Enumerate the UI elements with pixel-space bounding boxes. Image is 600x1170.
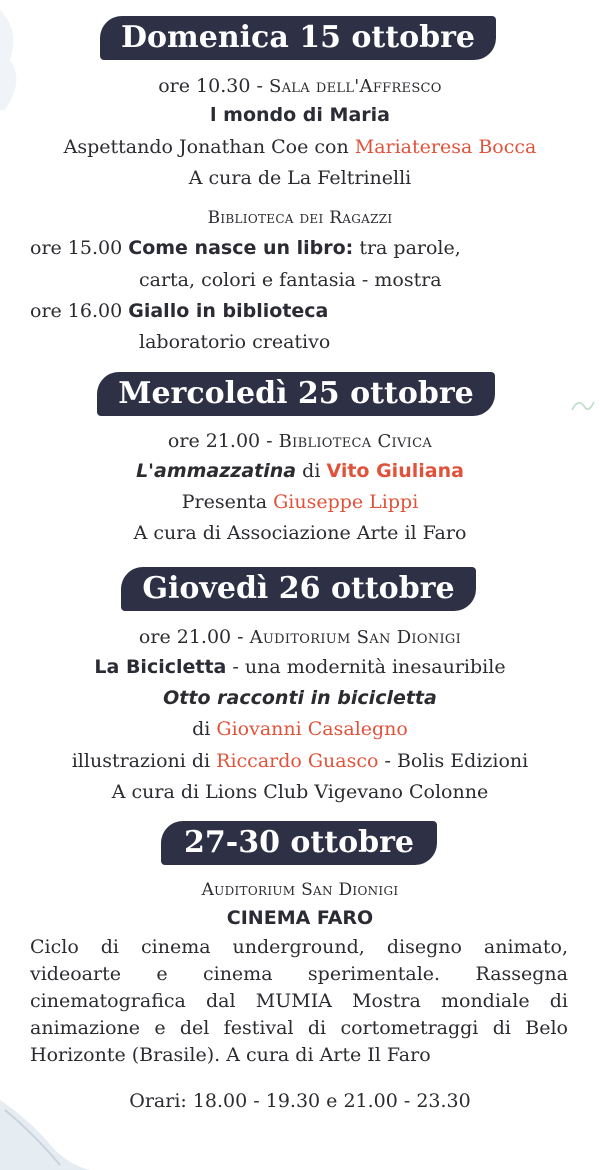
event-guest-line: Aspettando Jonathan Coe con Mariateresa Bocca xyxy=(63,136,537,158)
date-banner-cinema: 27-30 ottobre xyxy=(161,821,437,865)
event-description: laboratorio creativo xyxy=(139,331,331,353)
event-venue: Biblioteca Civica xyxy=(278,431,433,452)
event-venue: Auditorium San Dionigi xyxy=(249,627,462,648)
event-curator: A cura de La Feltrinelli xyxy=(188,167,412,189)
event-time: ore 10.30 xyxy=(158,75,251,97)
event-time-place: ore 21.00 - Biblioteca Civica xyxy=(167,430,433,452)
event-line xyxy=(30,299,328,323)
date-banner-giovedi: Giovedì 26 ottobre xyxy=(121,567,476,611)
event-title: l mondo di Maria xyxy=(210,104,390,126)
event-title: La Bicicletta - una modernità inesauribile xyxy=(94,656,506,678)
event-curator: A cura di Associazione Arte il Faro xyxy=(133,522,467,544)
event-venue: Auditorium San Dionigi xyxy=(201,880,399,900)
event-time: ore 16.00 xyxy=(30,300,123,322)
event-time: ore 21.00 xyxy=(167,430,261,452)
guest-name: Mariateresa Bocca xyxy=(354,136,537,158)
illustrator-name: Riccardo Guasco xyxy=(216,750,379,772)
watercolor-splash-top-left xyxy=(0,0,60,120)
event-title-main: La Bicicletta xyxy=(94,656,227,678)
event-hours: Orari: 18.00 - 19.30 e 21.00 - 23.30 xyxy=(129,1090,471,1112)
event-venue: Sala dell'Affresco xyxy=(268,76,442,97)
book-title: L'ammazzatina xyxy=(136,460,297,482)
event-description: carta, colori e fantasia - mostra xyxy=(139,269,442,291)
event-title: Giallo in biblioteca xyxy=(128,300,329,322)
venue-heading: Biblioteca dei Ragazzi xyxy=(207,208,393,228)
event-line: ore 15.00 Come nasce un libro: tra parole, xyxy=(30,237,461,259)
event-author: di Giovanni Casalegno xyxy=(192,718,408,740)
event-book: L'ammazzatina di Vito Giuliana xyxy=(136,460,464,482)
event-time: ore 15.00 xyxy=(30,237,123,259)
event-title: CINEMA FARO xyxy=(226,907,374,929)
event-time: ore 21.00 xyxy=(138,626,232,648)
presenter-name: Giuseppe Lippi xyxy=(273,491,419,513)
event-description: Ciclo di cinema underground, disegno animato, videoarte e cinema sperimentale. Rassegna cinematografica dal MUMIA Mostra mondiale di animazione e del festival di cortometraggi di Belo Horizonte (Brasile). A cura di Arte Il Faro xyxy=(30,936,568,1066)
event-curator: A cura di Lions Club Vigevano Colonne xyxy=(111,781,489,803)
sketch-mark-right xyxy=(568,392,598,422)
author-name: Giovanni Casalegno xyxy=(216,718,408,740)
event-illustrator: illustrazioni di Riccardo Guasco - Bolis Edizioni xyxy=(71,750,529,772)
author-name: Vito Giuliana xyxy=(326,460,464,482)
date-banner-domenica: Domenica 15 ottobre xyxy=(100,16,496,60)
event-time-place: ore 10.30 - Sala dell'Affresco xyxy=(158,75,442,97)
date-banner-mercoledi: Mercoledì 25 ottobre xyxy=(97,372,495,416)
event-title: Come nasce un libro: xyxy=(128,237,354,259)
event-time-place: ore 21.00 - Auditorium San Dionigi xyxy=(138,626,462,648)
book-title: Otto racconti in bicicletta xyxy=(163,687,437,709)
event-presenter: Presenta Giuseppe Lippi xyxy=(181,491,419,513)
